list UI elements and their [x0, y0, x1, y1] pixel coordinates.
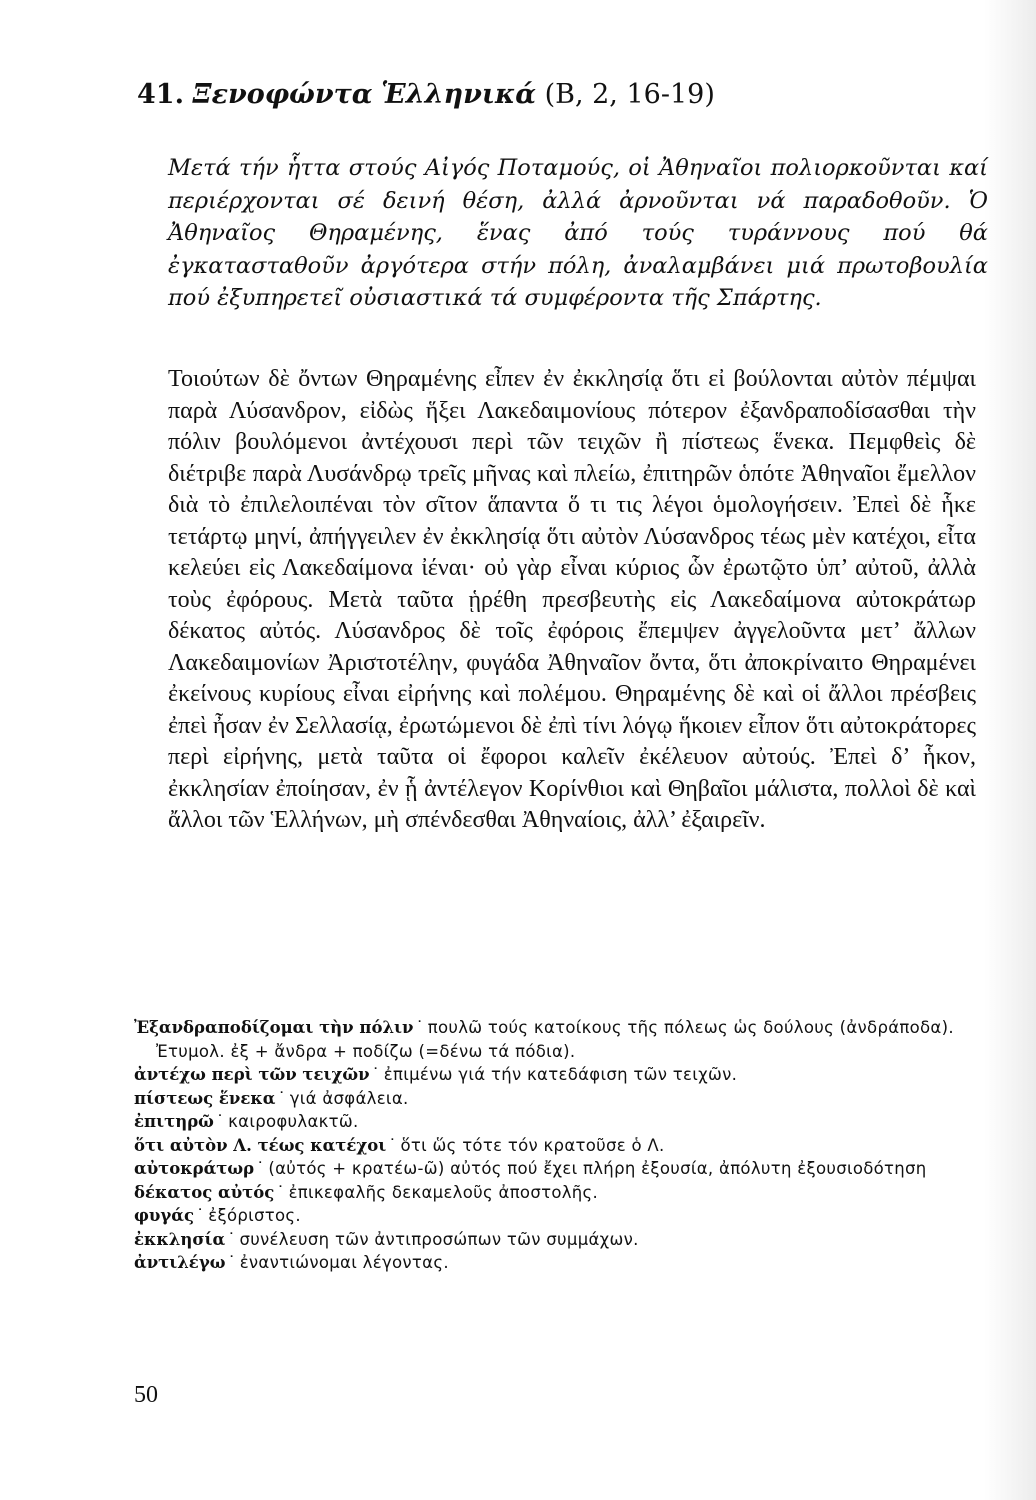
glossary-entry: πίστεως ἕνεκα ˙ γιά ἀσφάλεια.	[134, 1088, 409, 1108]
glossary-entry: ἀντέχω περὶ τῶν τειχῶν ˙ ἐπιμένω γιά τήν κατεδάφιση τῶν τειχῶν.	[134, 1065, 738, 1084]
glossary-entry: ἀντιλέγω ˙ ἐναντιώνομαι λέγοντας.	[134, 1253, 449, 1272]
glossary	[134, 1016, 969, 1275]
passage-text: Τοιούτων δὲ ὄντων Θηραμένης εἶπεν ἐν ἐκκλησίᾳ ὅτι εἰ βούλονται αὐτὸν πέμψαι παρὰ Λύσανδρον, εἰδὼς ἥξει Λακεδαιμονίους πότερον ἐξανδραποδίσασθαι τὴν πόλιν βουλόμενοι ἀντέχουσι περὶ τῶν τειχῶν ἢ πίστεως ἕνεκα. Πεμφθεὶς δὲ διέτριβε παρὰ Λυσάνδρῳ τρεῖς μῆνας καὶ πλείω, ἐπιτηρῶν ὁπότε Ἀθηναῖοι ἔμελλον διὰ τὸ ἐπιλελοιπέναι τὸν σῖτον ἅπαντα ὅ τι τις λέγοι ὁμολογήσειν. Ἐπεὶ δὲ ἧκε τετάρτῳ μηνί, ἀπήγγειλεν ἐν ἐκκλησίᾳ ὅτι αὐτὸν Λύσανδρος τέως μὲν κατέχοι, εἶτα κελεύει εἰς Λακεδαίμονα ἰέναι· οὐ γὰρ εἶναι κύριος ὧν ἐρωτῷτο ὑπ’ αὐτοῦ, ἀλλὰ τοὺς ἐφόρους. Μετὰ ταῦτα ᾑρέθη πρεσβευτὴς εἰς Λακεδαίμονα αὐτοκράτωρ δέκατος αὐτός. Λύσανδρος δὲ τοῖς ἐφόροις ἔπεμψεν ἀγγελοῦντα μετ’ ἄλλων Λακεδαιμονίων Ἀριστοτέλην, φυγάδα Ἀθηναῖον ὄντα, ὅτι ἀποκρίναιτο Θηραμένει ἐκείνους κυρίους εἶναι εἰρήνης καὶ πολέμου. Θηραμένης δὲ καὶ οἱ ἄλλοι πρέσβεις ἐπεὶ ἦσαν ἐν Σελλασίᾳ, ἐρωτώμενοι δὲ ἐπὶ τίνι λόγῳ ἥκοιεν εἶπον ὅτι αὐτοκράτορες περὶ εἰρήνης, μετὰ ταῦτα οἱ ἔφοροι καλεῖν ἐκέλευον αὐτούς. Ἐπεὶ δ’ ἧκον, ἐκκλησίαν ἐποίησαν, ἐν ᾗ ἀντέλεγον Κορίνθιοι καὶ Θηβαῖοι μάλιστα, πολλοὶ δὲ καὶ ἄλλοι τῶν Ἑλλήνων, μὴ σπένδεσθαι Ἀθηναίοις, ἀλλ’ ἐξαιρεῖν.	[168, 366, 976, 833]
page-number: 50	[134, 1382, 158, 1408]
section-title	[137, 78, 715, 112]
glossary-entry: ἐπιτηρῶ ˙ καιροφυλακτῶ.	[134, 1112, 359, 1131]
section-number: 41.	[137, 79, 184, 110]
glossary-entry: δέκατος αὐτός ˙ ἐπικεφαλῆς δεκαμελοῦς ἀποστολῆς.	[134, 1182, 599, 1202]
author-name: Ξενοφώντα	[192, 79, 373, 110]
work-name: Ἑλληνικά	[381, 79, 536, 110]
glossary-entry: ἐκκλησία ˙ συνέλευση τῶν ἀντιπροσώπων τῶν συμμάχων.	[134, 1229, 639, 1249]
glossary-entry: Ἐξανδραποδίζομαι τὴν πόλιν ˙ πουλῶ τούς κατοίκους τῆς πόλεως ὡς δούλους (ἀνδράποδα). Ἐτυμολ. ἐξ + ἄνδρα + ποδίζω (=δένω τά πόδια).	[134, 1018, 954, 1061]
glossary-entry: αὐτοκράτωρ ˙ (αὐτός + κρατέω-ῶ) αὐτός πού ἔχει πλήρη ἐξουσία, ἀπόλυτη ἐξουσιοδότηση	[134, 1159, 927, 1178]
ancient-greek-passage	[168, 364, 976, 837]
intro-text: Μετά τήν ἧττα στούς Αἰγός Ποταμούς, οἱ Ἀθηναῖοι πολιορκοῦνται καί περιέρχονται σέ δεινή θέση, ἀλλά ἀρνοῦνται νά παραδοθοῦν. Ὁ Ἀθηναῖος Θηραμένης, ἕνας ἀπό τούς τυράννους πού θά ἐγκατασταθοῦν ἀργότερα στήν πόλη, ἀναλαμβάνει μιά πρωτοβουλία πού ἐξυπηρετεῖ οὐσιαστικά τά συμφέροντα τῆς Σπάρτης.	[168, 155, 988, 311]
glossary-entry: ὅτι αὐτὸν Λ. τέως κατέχοι ˙ ὅτι ὥς τότε τόν κρατοῦσε ὁ Λ.	[134, 1135, 665, 1155]
glossary-entry: φυγάς ˙ ἐξόριστος.	[134, 1206, 301, 1225]
intro-paragraph	[168, 152, 988, 315]
passage-reference: (Β, 2, 16-19)	[544, 79, 715, 110]
